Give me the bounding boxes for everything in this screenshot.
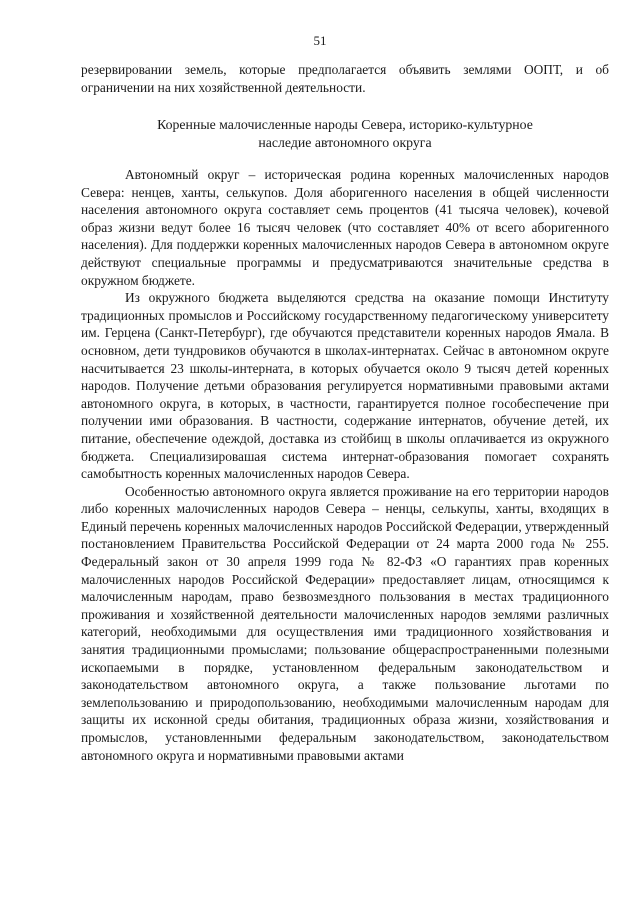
body-paragraph: Автономный округ – историческая родина коренных малочисленных народов Севера: ненцев, ханты, селькупов. Доля аборигенного населения в общей численности населения автономного округа составляет семь процентов (41 тысяча человек), кочевой образ жизни ведут более 16 тысяч человек (что составляет 40% от всего аборигенного населения). Для поддержки коренных малочисленных народов Севера в автономном округе действуют специальные программы и предусматриваются значительные средства в окружном бюджете. [81,167,609,288]
body-paragraph: Особенностью автономного округа является проживание на его территории народов либо коренных малочисленных народов Севера – ненцы, селькупы, ханты, входящих в Единый перечень коренных малочисленных народов Российской Федерации, утвержденный постановлением Правительства Российской Федерации от 24 марта 2000 года № 255. Федеральный закон от 30 апреля 1999 года № 82-ФЗ «О гарантиях прав коренных малочисленных народов Российской Федерации» предоставляет лицам, относящимся к малочисленным народам, право безвозмездного пользования в местах традиционного проживания и хозяйственной деятельности малочисленных народов землями различных категорий, необходимыми для осуществления ими традиционного хозяйствования и занятия традиционными промыслами; пользование общераспространенными полезными ископаемыми в порядке, установленном федеральным законодательством и законодательством автономного округа, а также пользование льготами по землепользованию и природопользованию, необходимыми малочисленным народам для защиты их исконной среды обитания, традиционных образа жизни, хозяйствования и промыслов, установленными федеральным законодательством, законодательством автономного округа и нормативными правовыми актами [81,483,609,763]
section-body [81,166,609,764]
page-number: 51 [313,33,327,48]
section-heading [81,116,609,152]
intro-paragraph: резервировании земель, которые предполагается объявить землями ООПТ, и об ограничении на них хозяйственной деятельности. [81,62,609,95]
body-paragraph: Из окружного бюджета выделяются средства на оказание помощи Институту традиционных промыслов и Российскому государственному педагогическому университету им. Герцена (Санкт-Петербург), где обучаются представители коренных народов Ямала. В основном, дети тундровиков обучаются в школах-интернатах. Сейчас в автономном округе насчитывается 23 школы-интерната, в которых обучается около 9 тысяч детей коренных народов. Получение детьми образования регулируется нормативными правовыми актами автономного округа, в которых, в частности, гарантируется полное гособеспечение при получении ими образования. В частности, содержание интернатов, обучение детей, их питание, обеспечение одеждой, доставка из стойбищ в школы оплачивается из окружного бюджета. Специализировашая система интернат-образования помогает сохранять самобытность коренных малочисленных народов Севера. [81,290,609,482]
section-heading-line-1: Коренные малочисленные народы Севера, историко-культурное [157,117,533,132]
section-heading-line-2: наследие автономного округа [258,134,432,150]
